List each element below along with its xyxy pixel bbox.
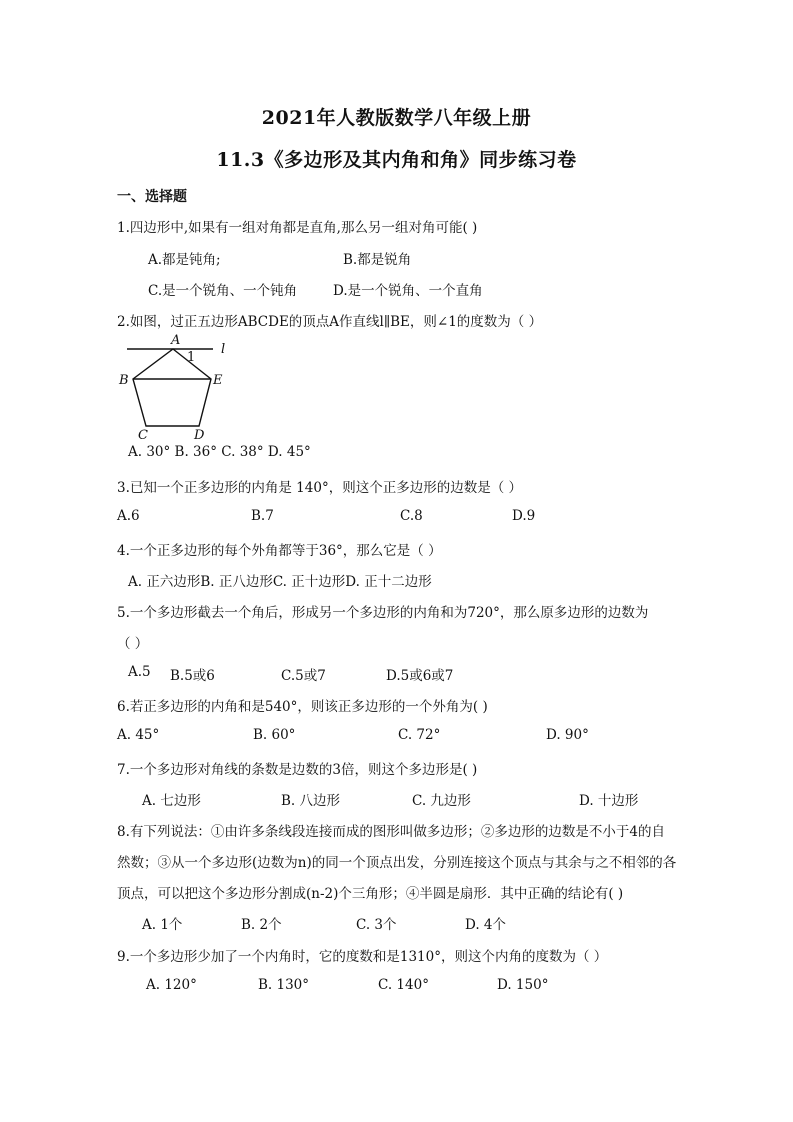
- page-subtitle: 11.3《多边形及其内角和角》同步练习卷: [216, 149, 577, 171]
- pentagon-figure: [115, 330, 245, 442]
- question-6-option-b: B. 60°: [253, 727, 296, 743]
- label-l: l: [221, 342, 226, 357]
- question-1-option-b: B.都是锐角: [343, 252, 412, 268]
- question-7-option-c: C. 九边形: [412, 793, 471, 809]
- question-8-option-a: A. 1个: [142, 917, 183, 933]
- question-7-option-b: B. 八边形: [281, 793, 341, 809]
- question-5-option-a: A.5: [128, 664, 151, 680]
- page-title: 2021年人教版数学八年级上册: [261, 107, 532, 129]
- question-7-option-a: A. 七边形: [142, 793, 201, 809]
- question-6-stem: 6.若正多边形的内角和是540°，则该正多边形的一个外角为( ): [117, 699, 488, 715]
- question-9-option-c: C. 140°: [378, 977, 429, 993]
- question-9-stem: 9.一个多边形少加了一个内角时，它的度数和是1310°，则这个内角的度数为（ ）: [117, 949, 608, 965]
- question-5-option-b: B.5或6: [170, 668, 215, 684]
- question-9-option-d: D. 150°: [497, 977, 549, 993]
- question-6-option-d: D. 90°: [546, 727, 589, 743]
- label-a: A: [171, 333, 181, 348]
- label-d: D: [194, 428, 205, 442]
- question-3-option-a: A.6: [117, 508, 140, 524]
- question-8-stem-line-1: 8.有下列说法：①由许多条线段连接而成的图形叫做多边形；②多边形的边数是不小于4的自: [117, 824, 665, 840]
- question-2-options: A. 30° B. 36° C. 38° D. 45°: [128, 444, 311, 460]
- question-7-stem: 7.一个多边形对角线的条数是边数的3倍，则这个多边形是( ): [117, 762, 478, 778]
- question-8-stem-line-3: 顶点，可以把这个多边形分割成(n-2)个三角形；④半圆是扇形．其中正确的结论有( ): [117, 886, 624, 902]
- question-2-stem: 2.如图，过正五边形ABCDE的顶点A作直线l∥BE，则∠1的度数为（ ）: [117, 314, 543, 330]
- question-8-option-b: B. 2个: [241, 917, 282, 933]
- question-6-option-c: C. 72°: [398, 727, 441, 743]
- section-heading: 一、选择题: [117, 189, 187, 205]
- label-b: B: [119, 373, 129, 388]
- label-c: C: [138, 428, 148, 442]
- label-e: E: [213, 373, 223, 388]
- question-4-stem: 4.一个正多边形的每个外角都等于36°，那么它是（ ）: [117, 543, 442, 559]
- question-1-option-a: A.都是钝角;: [148, 252, 221, 268]
- question-8-stem-line-2: 然数；③从一个多边形(边数为n)的同一个顶点出发，分别连接这个顶点与其余与之不相邻的各: [117, 855, 677, 871]
- question-1-stem: 1.四边形中,如果有一组对角都是直角,那么另一组对角可能( ): [117, 220, 478, 236]
- question-5-stem-cont: （ ）: [117, 636, 149, 652]
- label-angle-1: 1: [187, 350, 196, 365]
- question-5-stem: 5.一个多边形截去一个角后，形成另一个多边形的内角和为720°，那么原多边形的边数为: [117, 605, 649, 621]
- question-7-option-d: D. 十边形: [579, 793, 639, 809]
- question-3-option-b: B.7: [251, 508, 274, 524]
- question-8-option-d: D. 4个: [465, 917, 507, 933]
- question-6-option-a: A. 45°: [117, 727, 160, 743]
- question-3-stem: 3.已知一个正多边形的内角是 140°，则这个正多边形的边数是（ ）: [117, 480, 522, 496]
- question-5-option-c: C.5或7: [281, 668, 326, 684]
- question-5-option-d: D.5或6或7: [386, 668, 454, 684]
- question-1-option-d: D.是一个锐角、一个直角: [333, 283, 483, 299]
- question-8-option-c: C. 3个: [356, 917, 397, 933]
- question-9-option-b: B. 130°: [258, 977, 310, 993]
- question-1-option-c: C.是一个锐角、一个钝角: [148, 283, 298, 299]
- question-9-option-a: A. 120°: [146, 977, 197, 993]
- pentagon-abcde: [133, 349, 211, 426]
- question-3-option-d: D.9: [512, 508, 536, 524]
- question-4-options: A. 正六边形B. 正八边形C. 正十边形D. 正十二边形: [128, 574, 432, 590]
- question-3-option-c: C.8: [400, 508, 423, 524]
